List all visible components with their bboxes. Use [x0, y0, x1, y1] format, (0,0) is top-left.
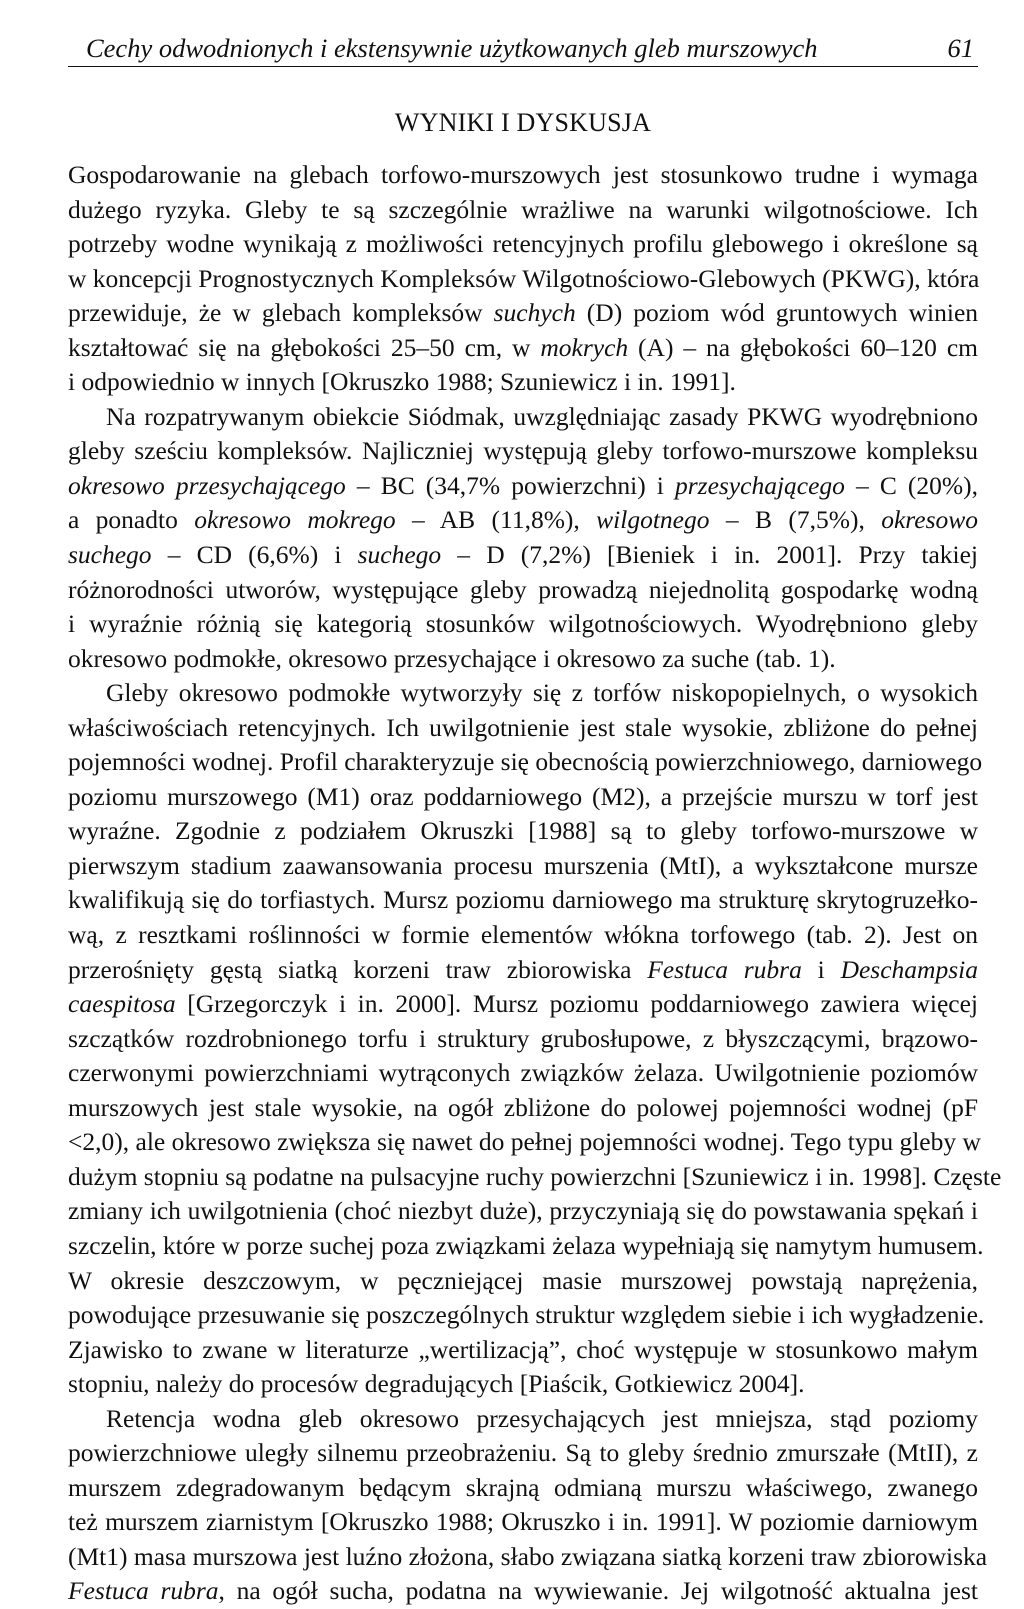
text-segment: przewiduje, że w glebach kompleksów: [68, 298, 494, 328]
page-number: 61: [947, 33, 974, 63]
text-line: [68, 1436, 978, 1471]
text-segment: – B (7,5%),: [709, 505, 882, 535]
text-segment: czerwonymi powierzchniami wytrąconych związków żelaza. Uwilgotnienie poziomów: [68, 1058, 978, 1088]
text-segment: W okresie deszczowym, w pęczniejącej masie murszowej powstają naprężenia,: [68, 1265, 978, 1295]
text-line: [68, 296, 978, 331]
text-segment: pierwszym stadium zaawansowania procesu murszenia (MtI), a wykształcone mursze: [68, 850, 978, 880]
text-segment: pojemności wodnej. Profil charakteryzuje się obecnością powierzchniowego, darniowego: [68, 747, 983, 777]
text-line: [68, 1229, 984, 1264]
text-segment: dużego ryzyka. Gleby te są szczególnie wrażliwe na warunki wilgotnościowe. Ich: [68, 194, 978, 224]
text-line: [68, 1574, 978, 1609]
text-segment: szczątków rozdrobnionego torfu i struktury grubosłupowe, z błyszczącymi, brązowo-: [68, 1023, 978, 1053]
text-segment: (D) poziom wód gruntowych winien: [575, 298, 979, 328]
italic-text-segment: okresowo przesychającego: [68, 470, 346, 500]
text-segment: potrzeby wodne wynikają z możliwości retencyjnych profilu glebowego i określone są: [68, 229, 978, 259]
text-line: [68, 538, 978, 573]
text-line: [68, 676, 978, 711]
text-line: [68, 1264, 978, 1299]
italic-text-segment: wilgotnego: [596, 505, 710, 535]
italic-text-segment: suchych: [493, 298, 576, 328]
text-segment: Zjawisko to zwane w literaturze „wertilizacją”, choć występuje w stosunkowo małym: [68, 1334, 978, 1364]
text-segment: też murszem ziarnistym [Okruszko 1988; Okruszko i in. 1991]. W poziomie darniowym: [68, 1507, 978, 1537]
text-line: [68, 365, 978, 400]
text-line: [68, 1091, 978, 1126]
text-segment: murszem zdegradowanym będącym skrajną odmianą murszu właściwego, zwanego: [68, 1472, 978, 1502]
text-segment: – AB (11,8%),: [395, 505, 597, 535]
text-segment: kwalifikują się do torfiastych. Mursz poziomu darniowego ma strukturę skrytogruzełko-: [68, 885, 978, 915]
text-segment: Retencja wodna gleb okresowo przesychających jest mniejsza, stąd poziomy: [106, 1403, 978, 1433]
italic-text-segment: caespitosa: [68, 989, 176, 1019]
italic-text-segment: mokrych: [540, 332, 629, 362]
text-line: [68, 711, 978, 746]
text-line: [68, 400, 978, 435]
text-segment: wą, z resztkami roślinności w formie elementów włókna torfowego (tab. 2). Jest on: [68, 920, 978, 950]
text-segment: i: [801, 954, 841, 984]
text-line: [68, 918, 978, 953]
text-segment: – C (20%),: [844, 470, 978, 500]
text-line: [68, 849, 978, 884]
italic-text-segment: suchego: [357, 540, 442, 570]
section-heading: WYNIKI I DYSKUSJA: [394, 108, 652, 137]
text-line: [68, 1333, 978, 1368]
text-segment: powodujące przesuwanie się poszczególnych struktur względem siebie i ich wygładzenie.: [68, 1300, 985, 1330]
text-segment: i wyraźnie różnią się kategorią stosunków wilgotnościowych. Wyodrębniono gleby: [68, 609, 978, 639]
text-segment: [Grzegorczyk i in. 2000]. Mursz poziomu poddarniowego zawiera więcej: [175, 989, 978, 1019]
text-line: [68, 503, 978, 538]
text-line: [68, 953, 978, 988]
italic-text-segment: Festuca rubra: [647, 954, 802, 984]
text-line: [68, 1298, 985, 1333]
text-line: [68, 1160, 1002, 1195]
italic-text-segment: okresowo: [881, 505, 979, 535]
text-segment: wyraźne. Zgodnie z podziałem Okruszki [1988] są to gleby torfowo-murszowe w: [68, 816, 978, 846]
text-segment: zmiany ich uwilgotnienia (choć niezbyt duże), przyczyniają się do powstawania spękań i: [68, 1196, 978, 1226]
text-segment: gleby sześciu kompleksów. Najliczniej występują gleby torfowo-murszowe kompleksu: [68, 436, 978, 466]
text-segment: i odpowiednio w innych [Okruszko 1988; Szuniewicz i in. 1991].: [68, 367, 736, 397]
text-line: [68, 745, 983, 780]
text-line: [68, 573, 978, 608]
text-segment: przerośnięty gęstą siatką korzeni traw zbiorowiska: [68, 954, 648, 984]
text-line: [68, 158, 978, 193]
text-segment: Gleby okresowo podmokłe wytworzyły się z torfów niskopopielnych, o wysokich: [106, 678, 978, 708]
body-text: [68, 158, 1002, 1609]
text-segment: szczelin, które w porze suchej poza związkami żelaza wypełniają się namytym humusem.: [68, 1230, 984, 1260]
text-line: [68, 469, 978, 504]
text-line: [68, 227, 978, 262]
text-segment: dużym stopniu są podatne na pulsacyjne ruchy powierzchni [Szuniewicz i in. 1998]. Częste: [68, 1161, 1002, 1191]
text-segment: (A) – na głębokości 60–120 cm: [628, 332, 978, 362]
text-segment: kształtować się na głębokości 25–50 cm, w: [68, 332, 541, 362]
text-line: [68, 1056, 978, 1091]
text-segment: Gospodarowanie na glebach torfowo-murszowych jest stosunkowo trudne i wymaga: [68, 160, 978, 189]
italic-text-segment: Deschampsia: [840, 954, 978, 984]
italic-text-segment: okresowo mokrego: [194, 505, 396, 535]
running-head: [68, 30, 978, 67]
italic-text-segment: suchego: [68, 540, 152, 570]
text-segment: <2,0), ale okresowo zwiększa się nawet do pełnej pojemności wodnej. Tego typu gleby w: [68, 1127, 981, 1157]
text-segment: właściwościach retencyjnych. Ich uwilgotnienie jest stale wysokie, zbliżone do pełnej: [68, 712, 978, 742]
text-segment: powierzchniowe uległy silnemu przeobrażeniu. Są to gleby średnio zmurszałe (MtII), z: [68, 1438, 978, 1468]
text-line: [68, 1022, 978, 1057]
text-segment: – BC (34,7% powierzchni) i: [345, 470, 675, 500]
text-line: [68, 1194, 978, 1229]
italic-text-segment: Festuca rubra: [68, 1576, 219, 1606]
text-line: [68, 1471, 978, 1506]
text-line: [68, 780, 978, 815]
text-line: [68, 883, 978, 918]
text-segment: – D (7,2%) [Bieniek i in. 2001]. Przy takiej: [441, 540, 979, 570]
text-line: [68, 434, 978, 469]
text-segment: w koncepcji Prognostycznych Kompleksów Wilgotnościowo-Glebowych (PKWG), która: [68, 263, 980, 293]
text-line: [68, 607, 978, 642]
text-line: [68, 642, 978, 677]
text-segment: okresowo podmokłe, okresowo przesychające i okresowo za suche (tab. 1).: [68, 643, 836, 673]
text-segment: różnorodności utworów, występujące gleby prowadzą niejednolitą gospodarkę wodną: [68, 574, 978, 604]
text-line: [68, 987, 978, 1022]
text-segment: stopniu, należy do procesów degradujących [Piaścik, Gotkiewicz 2004].: [68, 1369, 805, 1399]
text-segment: Na rozpatrywanym obiekcie Siódmak, uwzględniając zasady PKWG wyodrębniono: [106, 401, 978, 431]
text-segment: poziomu murszowego (M1) oraz poddarniowego (M2), a przejście murszu w torf jest: [68, 781, 978, 811]
text-line: [68, 1540, 988, 1575]
text-segment: (Mt1) masa murszowa jest luźno złożona, słabo związana siatką korzeni traw zbiorowiska: [68, 1541, 988, 1571]
text-line: [68, 1125, 981, 1160]
text-line: [68, 1402, 978, 1437]
text-segment: a ponadto: [68, 505, 195, 535]
text-line: [68, 262, 978, 297]
text-line: [68, 193, 978, 228]
text-line: [68, 1367, 978, 1402]
text-line: [68, 814, 978, 849]
text-segment: murszowych jest stale wysokie, na ogół zbliżone do polowej pojemności wodnej (pF: [68, 1092, 978, 1122]
italic-text-segment: przesychającego: [674, 470, 845, 500]
text-line: [68, 331, 978, 366]
text-segment: – CD (6,6%) i: [151, 540, 358, 570]
running-head-title: Cechy odwodnionych i ekstensywnie użytkowanych gleb murszowych: [86, 33, 818, 63]
text-segment: , na ogół sucha, podatna na wywiewanie. Jej wilgotność aktualna jest: [218, 1576, 978, 1606]
